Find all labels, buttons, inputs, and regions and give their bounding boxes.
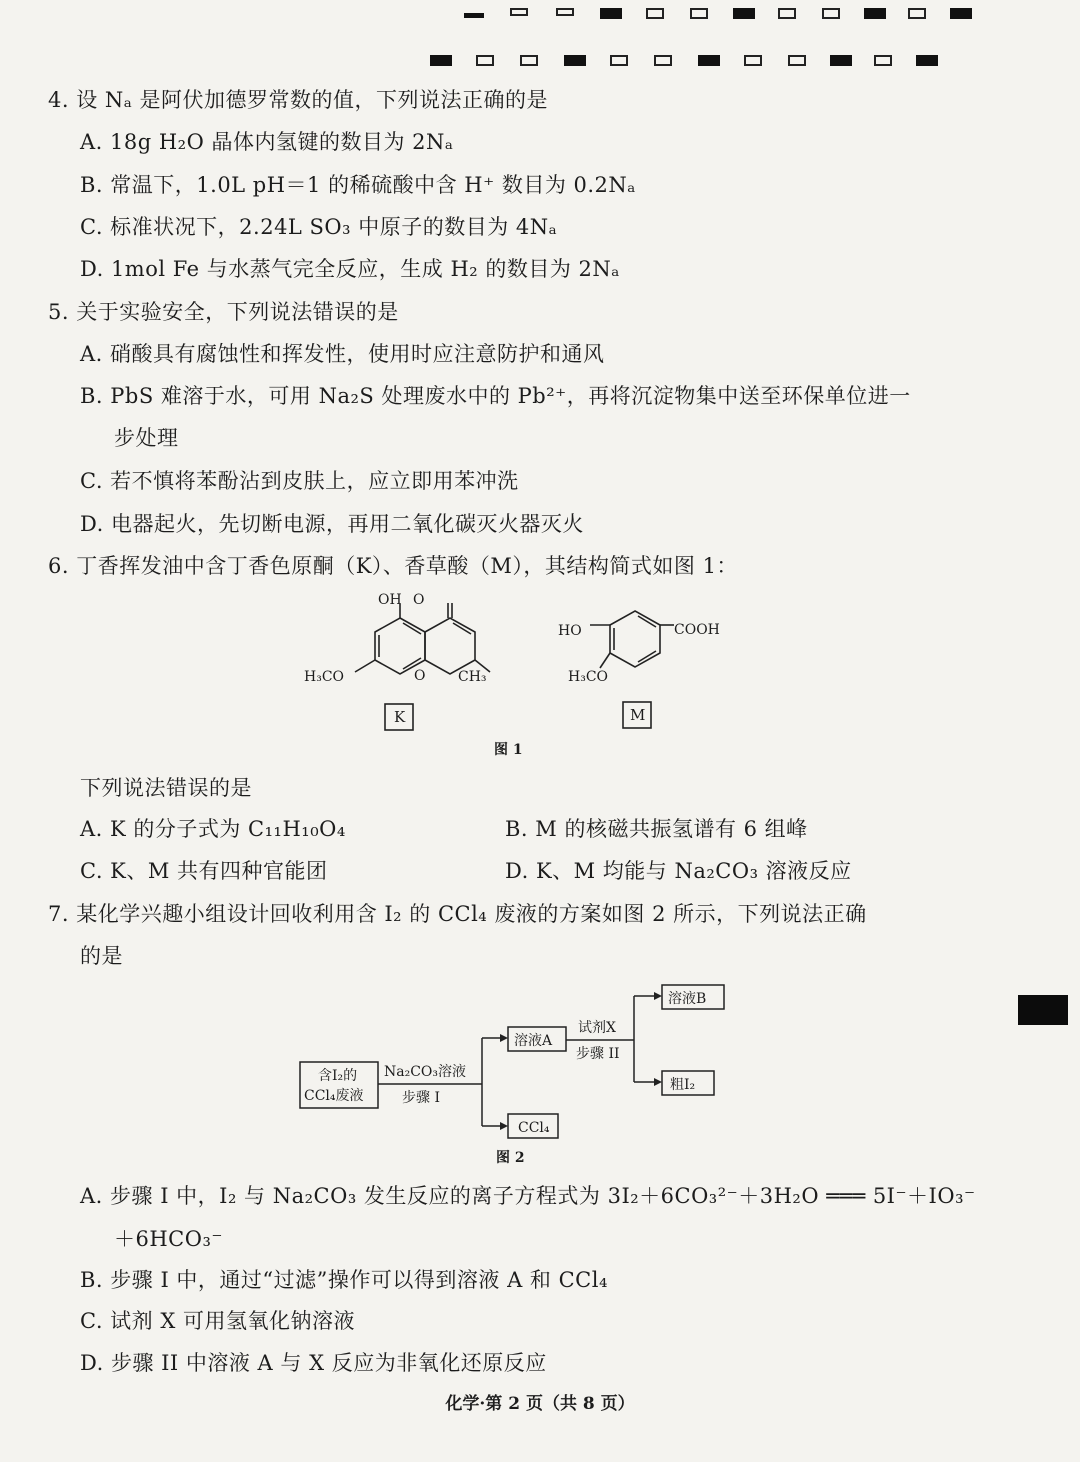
q6-stem: 6. 丁香挥发油中含丁香色原酮（K）、香草酸（M），其结构简式如图 1： bbox=[48, 554, 738, 578]
timing-marks-row-1 bbox=[0, 8, 1080, 28]
timing-mark bbox=[830, 55, 852, 66]
q6-option-a: A. K 的分子式为 C₁₁H₁₀O₄ bbox=[80, 817, 346, 841]
crude-iodine-label: 粗I₂ bbox=[670, 1077, 696, 1093]
q4-option-d: D. 1mol Fe 与水蒸气完全反应，生成 H₂ 的数目为 2Nₐ bbox=[80, 257, 620, 281]
m-methoxy-label: H₃CO bbox=[568, 669, 609, 685]
timing-mark bbox=[733, 8, 755, 19]
timing-mark bbox=[864, 8, 886, 19]
k-label: K bbox=[394, 708, 406, 726]
q5-option-d: D. 电器起火，先切断电源，再用二氧化碳灭火器灭火 bbox=[80, 512, 584, 536]
q4-option-a: A. 18g H₂O 晶体内氢键的数目为 2Nₐ bbox=[80, 130, 454, 154]
ccl4-label: CCl₄ bbox=[518, 1120, 550, 1136]
q5-option-b-cont: 步处理 bbox=[114, 426, 179, 450]
side-marker bbox=[1018, 995, 1068, 1025]
q7-option-d: D. 步骤 II 中溶液 A 与 X 反应为非氧化还原反应 bbox=[80, 1351, 547, 1375]
q7-option-c: C. 试剂 X 可用氢氧化钠溶液 bbox=[80, 1309, 355, 1333]
timing-mark bbox=[520, 55, 538, 66]
timing-mark bbox=[600, 8, 622, 19]
timing-mark bbox=[698, 55, 720, 66]
timing-mark bbox=[874, 55, 892, 66]
timing-mark bbox=[476, 55, 494, 66]
q6-option-c: C. K、M 共有四种官能团 bbox=[80, 859, 328, 883]
m-label: M bbox=[630, 706, 646, 724]
timing-mark bbox=[822, 8, 840, 19]
timing-mark bbox=[744, 55, 762, 66]
timing-marks-row-2 bbox=[0, 55, 1080, 75]
q6-prompt: 下列说法错误的是 bbox=[80, 776, 252, 800]
q7-stem-cont: 的是 bbox=[80, 944, 123, 968]
q7-option-a-cont: ＋6HCO₃⁻ bbox=[114, 1227, 223, 1251]
timing-mark bbox=[510, 8, 528, 16]
step-2-label: 步骤 II bbox=[576, 1046, 620, 1062]
timing-mark bbox=[646, 8, 664, 19]
m-carboxyl-label: COOH bbox=[674, 622, 720, 638]
reagent-x-label: 试剂X bbox=[578, 1020, 616, 1036]
timing-mark bbox=[908, 8, 926, 19]
k-methoxy-label: H₃CO bbox=[304, 669, 345, 685]
k-oh-label: OH bbox=[378, 592, 402, 608]
timing-mark bbox=[556, 8, 574, 16]
timing-mark bbox=[430, 55, 452, 66]
solution-a-label: 溶液A bbox=[514, 1033, 553, 1049]
timing-mark bbox=[778, 8, 796, 19]
page-footer: 化学·第 2 页（共 8 页） bbox=[445, 1394, 635, 1414]
waste-line-2: CCl₄废液 bbox=[304, 1088, 364, 1104]
timing-mark bbox=[916, 55, 938, 66]
q5-option-b: B. PbS 难溶于水，可用 Na₂S 处理废水中的 Pb²⁺，再将沉淀物集中送至环保单位进一 bbox=[80, 384, 911, 408]
figure-2-caption: 图 2 bbox=[496, 1150, 525, 1166]
q4-option-c: C. 标准状况下，2.24L SO₃ 中原子的数目为 4Nₐ bbox=[80, 215, 558, 239]
q7-option-b: B. 步骤 I 中，通过“过滤”操作可以得到溶液 A 和 CCl₄ bbox=[80, 1268, 608, 1292]
k-ring-o-label: O bbox=[414, 668, 426, 684]
waste-line-1: 含I₂的 bbox=[318, 1068, 358, 1084]
solution-b-label: 溶液B bbox=[668, 991, 707, 1007]
figure-1-structures bbox=[290, 588, 760, 764]
figure-1-caption: 图 1 bbox=[494, 742, 523, 758]
timing-mark bbox=[564, 55, 586, 66]
step-1-reagent: Na₂CO₃溶液 bbox=[384, 1064, 467, 1080]
q6-option-b: B. M 的核磁共振氢谱有 6 组峰 bbox=[505, 817, 808, 841]
q6-option-d: D. K、M 均能与 Na₂CO₃ 溶液反应 bbox=[505, 859, 852, 883]
k-methyl-label: CH₃ bbox=[458, 669, 487, 685]
q7-stem: 7. 某化学兴趣小组设计回收利用含 I₂ 的 CCl₄ 废液的方案如图 2 所示，下列说法正确 bbox=[48, 902, 867, 926]
timing-mark bbox=[690, 8, 708, 19]
q4-stem: 4. 设 Nₐ 是阿伏加德罗常数的值，下列说法正确的是 bbox=[48, 88, 549, 112]
timing-mark bbox=[788, 55, 806, 66]
timing-mark bbox=[950, 8, 972, 19]
step-1-label: 步骤 I bbox=[402, 1090, 440, 1106]
q5-stem: 5. 关于实验安全，下列说法错误的是 bbox=[48, 300, 399, 324]
molecule-k-skeleton bbox=[355, 603, 490, 674]
figure-2-flowchart bbox=[290, 980, 750, 1170]
q5-option-c: C. 若不慎将苯酚沾到皮肤上，应立即用苯冲洗 bbox=[80, 469, 519, 493]
q5-option-a: A. 硝酸具有腐蚀性和挥发性，使用时应注意防护和通风 bbox=[80, 342, 605, 366]
m-hydroxy-label: HO bbox=[558, 623, 582, 639]
timing-mark bbox=[464, 13, 484, 18]
molecule-m-skeleton bbox=[590, 611, 674, 668]
q4-option-b: B. 常温下，1.0L pH＝1 的稀硫酸中含 H⁺ 数目为 0.2Nₐ bbox=[80, 173, 636, 197]
k-carbonyl-o-label: O bbox=[413, 592, 425, 608]
timing-mark bbox=[654, 55, 672, 66]
timing-mark bbox=[610, 55, 628, 66]
q7-option-a: A. 步骤 I 中，I₂ 与 Na₂CO₃ 发生反应的离子方程式为 3I₂＋6CO₃²⁻＋3H₂O ═══ 5I⁻＋IO₃⁻ bbox=[80, 1184, 976, 1208]
